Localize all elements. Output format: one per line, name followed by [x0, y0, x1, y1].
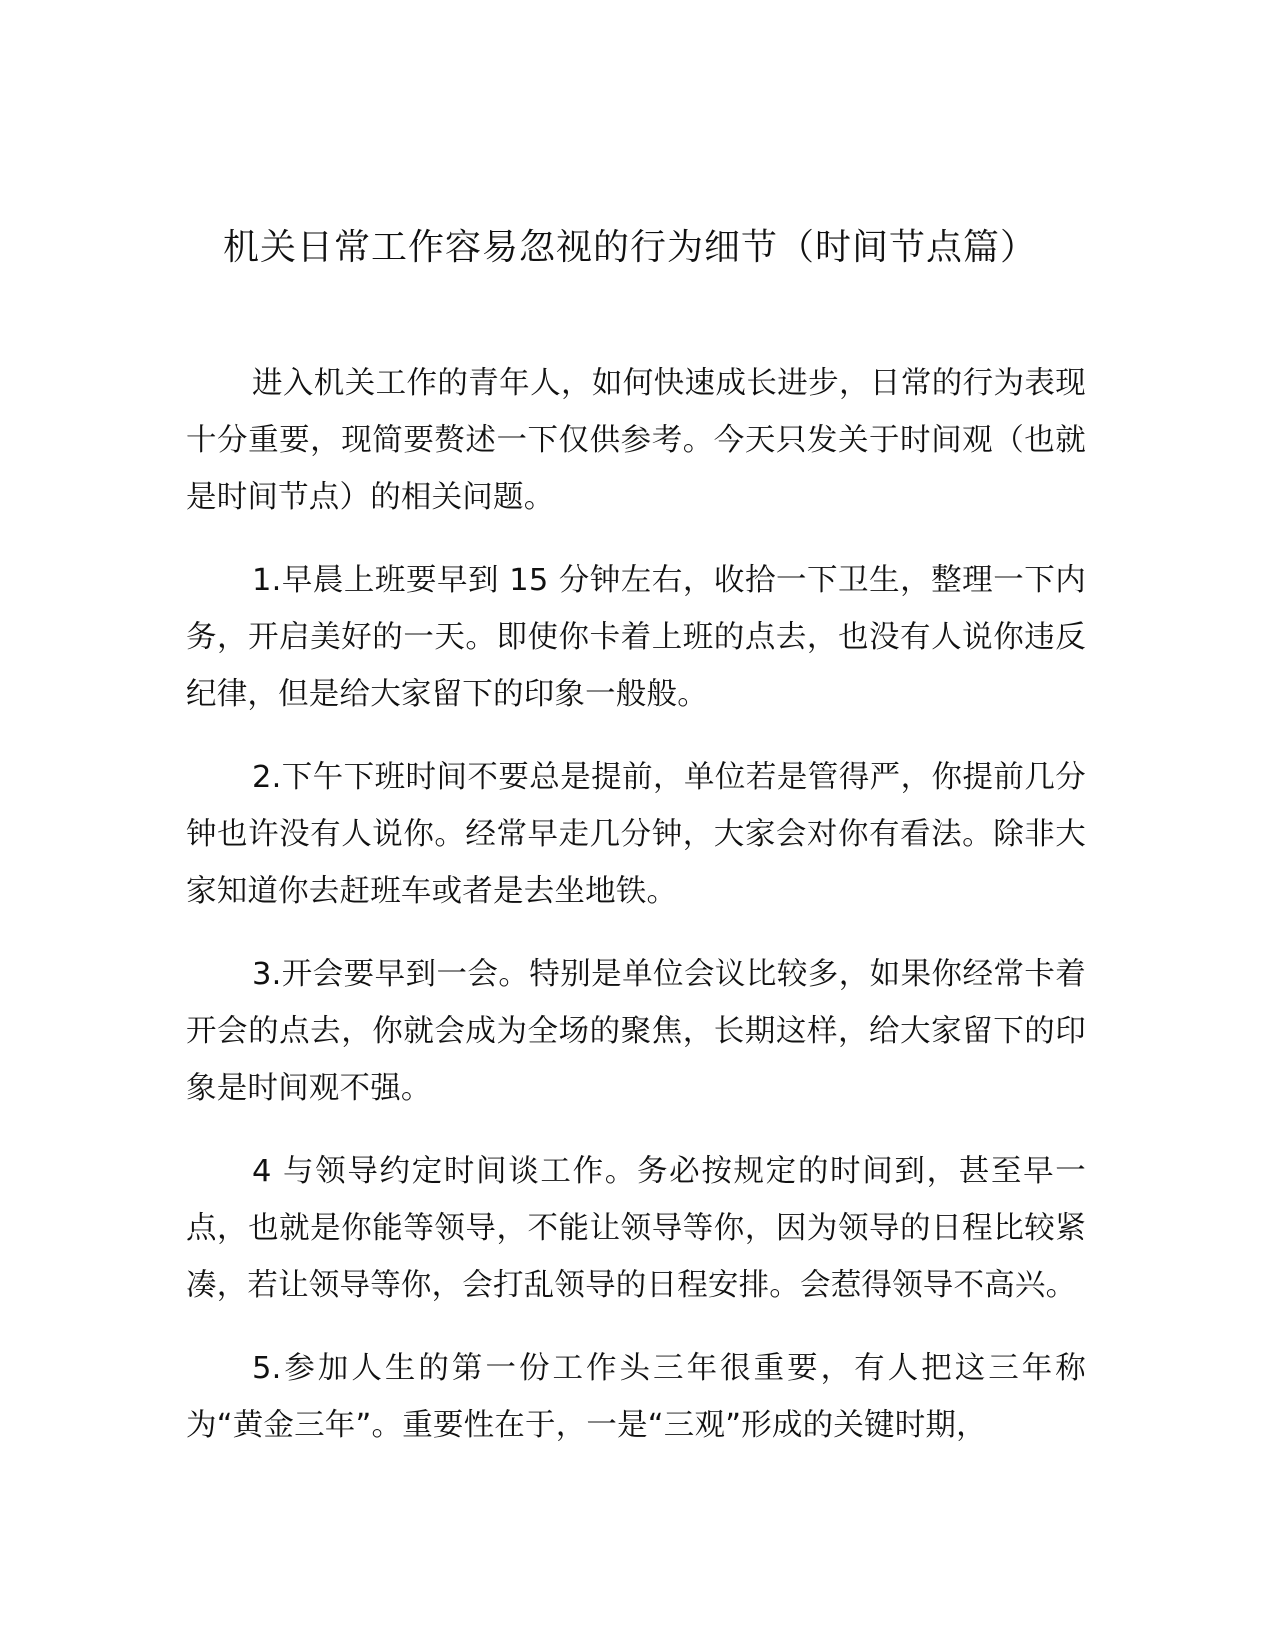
paragraph-item-3: 3.开会要早到一会。特别是单位会议比较多，如果你经常卡着开会的点去，你就会成为全场的聚焦，长期这样，给大家留下的印象是时间观不强。: [186, 957, 1086, 1106]
paragraph-item-2: 2.下午下班时间不要总是提前，单位若是管得严，你提前几分钟也许没有人说你。经常早走几分钟，大家会对你有看法。除非大家知道你去赶班车或者是去坐地铁。: [186, 760, 1086, 909]
paragraph-item-1: 1.早晨上班要早到 15 分钟左右，收拾一下卫生，整理一下内务，开启美好的一天。即使你卡着上班的点去，也没有人说你违反纪律，但是给大家留下的印象一般般。: [186, 563, 1086, 712]
document-body: [186, 355, 1086, 1454]
paragraph-item-5: 5.参加人生的第一份工作头三年很重要，有人把这三年称为“黄金三年”。重要性在于，一是“三观”形成的关键时期，: [186, 1351, 1086, 1443]
paragraph-intro: 进入机关工作的青年人，如何快速成长进步，日常的行为表现十分重要，现简要赘述一下仅供参考。今天只发关于时间观（也就是时间节点）的相关问题。: [186, 366, 1086, 515]
document-title: 机关日常工作容易忽视的行为细节（时间节点篇）: [222, 227, 1037, 268]
paragraph-item-4: 4 与领导约定时间谈工作。务必按规定的时间到，甚至早一点，也就是你能等领导，不能让领导等你，因为领导的日程比较紧凑，若让领导等你，会打乱领导的日程安排。会惹得领导不高兴。: [186, 1154, 1086, 1303]
